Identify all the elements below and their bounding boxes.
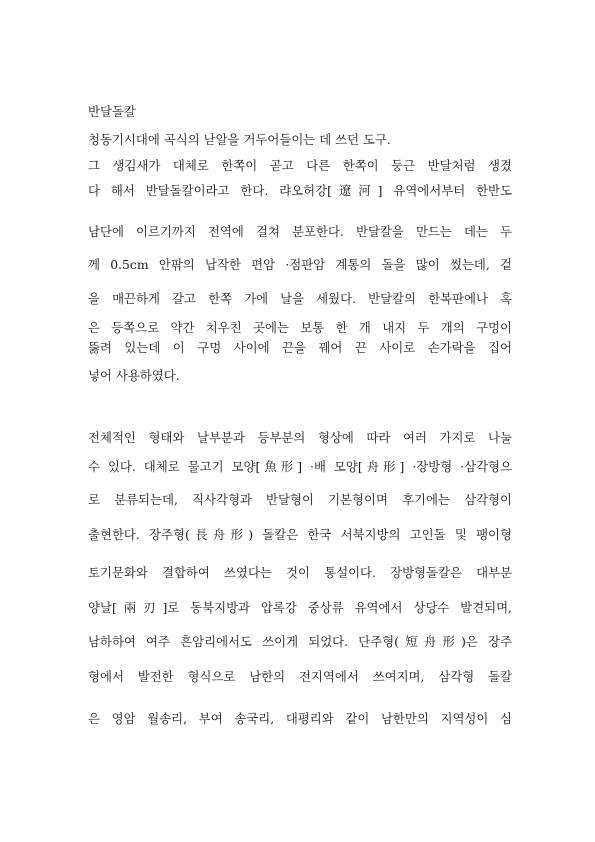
document-title: 반달돌칼 [88,104,136,119]
paragraph-2-line-3: 로 분류되는데, 직사각형과 반달형이 기본형이며 후기에는 삼각형이 [88,492,512,507]
paragraph-1-line-5: 께 0.5cm 안팎의 납작한 편암 ·점판암 계통의 돌을 많이 썼는데, 겉 [88,257,512,272]
paragraph-1-line-8: 뚫려 있는데 이 구멍 사이에 끈을 꿰어 끈 사이로 손가락을 집어 [88,340,512,355]
paragraph-2-line-8: 형에서 발전한 형식으로 남한의 전지역에서 쓰여지며, 삼각형 돌칼 [88,669,512,684]
paragraph-1-line-7: 은 등쪽으로 약간 치우친 곳에는 보통 한 개 내지 두 개의 구멍이 [88,320,512,335]
paragraph-2-line-9: 은 영암 월송리, 부여 송국리, 대평리와 같이 남한만의 지역성이 심 [88,711,512,726]
paragraph-2-line-4: 출현한다. 장주형(長舟形) 돌칼은 한국 서북지방의 고인돌 및 팽이형 [88,527,512,542]
paragraph-1-line-4: 남단에 이르기까지 전역에 걸쳐 분포한다. 반달칼을 만드는 데는 두 [88,224,512,239]
paragraph-1-line-2: 그 생김새가 대체로 한쪽이 곧고 다른 한쪽이 둥근 반달처럼 생겼 [88,158,512,173]
paragraph-2-line-5: 토기문화와 결합하여 쓰였다는 것이 통설이다. 장방형돌칼은 대부분 [88,565,512,580]
paragraph-1-line-1: 청동기시대에 곡식의 낟알을 거두어들이는 데 쓰던 도구. [88,132,391,147]
paragraph-2-line-2: 수 있다. 대체로 물고기 모양[魚形] ·배 모양[舟形] ·장방형 ·삼각형으 [88,459,512,474]
paragraph-1-line-9: 넣어 사용하였다. [88,368,180,383]
paragraph-2-line-7: 남하하여 여주 흔암리에서도 쓰이게 되었다. 단주형(短舟形)은 장주 [88,634,512,649]
paragraph-2-line-6: 양날[兩刃]로 동북지방과 압록강 중상류 유역에서 상당수 발견되며, [88,600,512,615]
paragraph-1-line-6: 을 매끈하게 갈고 한쪽 가에 날을 세웠다. 반달칼의 한복판에나 혹 [88,291,512,306]
paragraph-2-line-1: 전체적인 형태와 날부분과 등부분의 형상에 따라 여러 가지로 나눌 [88,430,512,445]
paragraph-1-line-3: 다 해서 반달돌칼이라고 한다. 랴오허강[遼河] 유역에서부터 한반도 [88,183,512,198]
